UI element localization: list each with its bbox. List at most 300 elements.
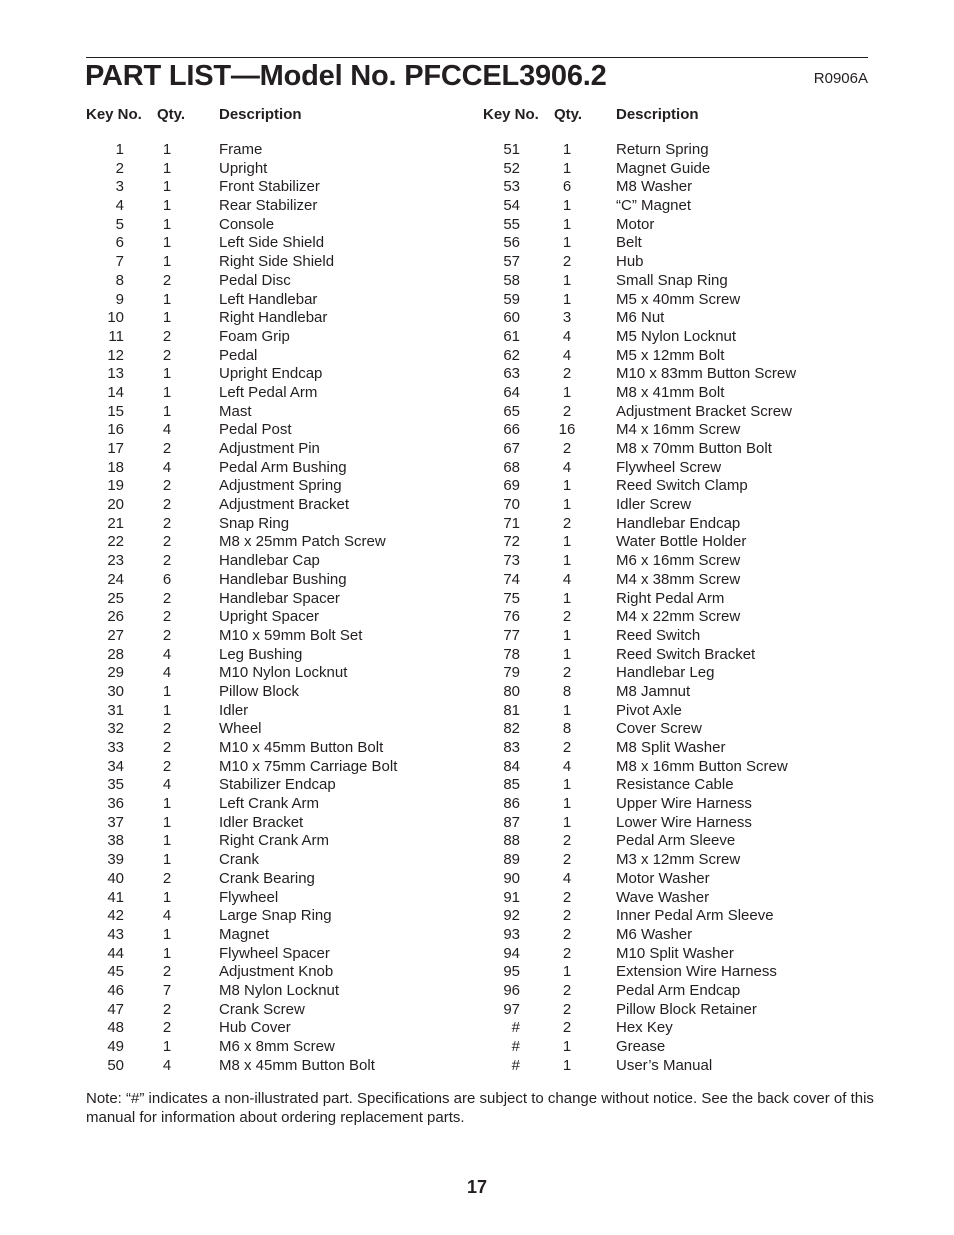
table-row	[86, 1019, 486, 1038]
part-qty: 2	[162, 514, 172, 532]
table-row	[483, 889, 883, 908]
part-description: Return Spring	[616, 141, 709, 158]
part-description: Right Side Shield	[219, 253, 335, 271]
table-row	[86, 590, 486, 609]
part-key-no: 12	[107, 346, 124, 364]
table-row	[483, 515, 883, 534]
table-row	[483, 1057, 883, 1076]
part-qty: 1	[162, 383, 172, 401]
part-key-no: 58	[503, 271, 520, 289]
part-description: Left Side Shield	[219, 234, 325, 252]
table-row	[483, 795, 883, 814]
table-row	[483, 403, 883, 422]
part-description: Right Handlebar	[219, 309, 328, 327]
part-description: M6 x 16mm Screw	[616, 552, 741, 570]
part-qty: 2	[562, 739, 572, 756]
part-description: M10 Split Washer	[616, 944, 734, 962]
part-qty: 2	[562, 608, 572, 626]
table-row	[86, 926, 486, 945]
part-qty: 1	[162, 365, 172, 383]
table-row	[86, 720, 486, 739]
part-qty: 1	[162, 402, 172, 420]
part-description: Console	[219, 215, 275, 233]
part-key-no: 82	[503, 720, 520, 738]
part-description: Crank Bearing	[219, 869, 315, 887]
table-row	[483, 309, 883, 328]
part-description: Pedal Disc	[219, 271, 291, 289]
table-row	[483, 982, 883, 1001]
part-description: M10 x 45mm Button Bolt	[219, 739, 384, 756]
part-key-no: 69	[503, 477, 520, 495]
part-qty: 2	[562, 907, 572, 925]
part-description: Upright Spacer	[219, 608, 320, 626]
part-key-no: 2	[115, 159, 124, 177]
part-key-no: 92	[503, 907, 520, 925]
part-key-no: 47	[107, 1000, 124, 1018]
table-row	[86, 776, 486, 795]
part-qty: 1	[162, 309, 172, 327]
part-key-no: 43	[107, 925, 124, 943]
part-qty: 2	[162, 626, 172, 644]
part-qty: 1	[562, 290, 572, 308]
part-key-no: 85	[503, 776, 520, 794]
part-description: Stabilizer Endcap	[219, 776, 336, 794]
table-row	[483, 216, 883, 235]
part-description: M10 x 83mm Button Screw	[616, 365, 797, 383]
table-row	[483, 459, 883, 478]
table-row	[483, 552, 883, 571]
table-row	[86, 982, 486, 1001]
part-key-no: 64	[503, 383, 520, 401]
part-qty: 2	[562, 253, 572, 271]
part-description: Crank	[219, 851, 260, 869]
table-row	[86, 347, 486, 366]
part-description: Handlebar Cap	[219, 552, 320, 570]
table-row	[86, 365, 486, 384]
part-qty: 1	[562, 215, 572, 233]
part-description: M8 x 41mm Bolt	[616, 383, 725, 401]
table-row	[86, 253, 486, 272]
part-description: M8 x 25mm Patch Screw	[219, 533, 386, 551]
part-description: Handlebar Leg	[616, 664, 715, 682]
part-qty: 1	[562, 795, 572, 813]
part-qty: 1	[162, 253, 172, 271]
part-qty: 4	[162, 1056, 172, 1074]
part-description: Idler Bracket	[219, 813, 304, 831]
part-description: Extension Wire Harness	[616, 963, 777, 981]
part-qty: 4	[562, 327, 572, 345]
part-qty: 1	[162, 141, 172, 158]
footnote: Note: “#” indicates a non-illustrated part. Specifications are subject to change without notice. See the back cover of this manual for information about ordering replacement parts.	[86, 1090, 874, 1126]
part-qty: 1	[562, 234, 572, 252]
part-description: Flywheel Screw	[616, 458, 722, 476]
part-key-no: 44	[107, 944, 124, 962]
page-number: 17	[466, 1177, 488, 1197]
part-description: Idler	[219, 701, 249, 719]
table-row	[483, 646, 883, 665]
document-code: R0906A	[813, 70, 868, 87]
part-description: Motor Washer	[616, 869, 710, 887]
part-description: Upper Wire Harness	[616, 795, 752, 813]
part-key-no: 32	[107, 720, 124, 738]
part-qty: 1	[162, 290, 172, 308]
part-qty: 2	[162, 346, 172, 364]
table-row	[483, 926, 883, 945]
table-row	[483, 720, 883, 739]
part-description: Pedal Arm Endcap	[616, 981, 741, 999]
part-qty: 4	[562, 757, 572, 775]
table-row	[86, 571, 486, 590]
part-qty: 2	[162, 757, 172, 775]
part-description: M10 x 59mm Bolt Set	[219, 626, 363, 644]
table-row	[483, 870, 883, 889]
part-key-no: 95	[503, 963, 520, 981]
part-description: Grease	[616, 1038, 666, 1055]
part-key-no: 93	[503, 925, 520, 943]
part-key-no: 63	[503, 365, 520, 383]
table-row	[483, 627, 883, 646]
part-qty: 1	[562, 645, 572, 663]
table-row	[86, 1001, 486, 1020]
part-qty: 2	[162, 327, 172, 345]
part-key-no: 61	[503, 327, 520, 345]
part-description: Pillow Block Retainer	[616, 1000, 757, 1018]
part-key-no: 62	[503, 346, 520, 364]
part-description: Pedal Arm Sleeve	[616, 832, 736, 850]
part-description: Mast	[219, 402, 252, 420]
table-row	[86, 477, 486, 496]
part-description: Handlebar Endcap	[616, 514, 741, 532]
part-key-no: 18	[107, 458, 124, 476]
part-description: Pillow Block	[219, 682, 300, 700]
part-key-no: 60	[503, 309, 520, 327]
part-description: M3 x 12mm Screw	[616, 851, 741, 869]
table-row	[86, 496, 486, 515]
table-row	[86, 683, 486, 702]
part-key-no: 8	[115, 271, 124, 289]
table-row	[483, 533, 883, 552]
part-qty: 1	[162, 851, 172, 869]
part-key-no: 15	[107, 402, 124, 420]
part-key-no: 17	[107, 440, 124, 457]
part-key-no: 54	[503, 197, 520, 215]
part-key-no: 97	[503, 1000, 520, 1018]
parts-rows-left	[86, 141, 486, 1075]
part-description: Small Snap Ring	[616, 271, 728, 289]
table-row	[483, 739, 883, 758]
part-qty: 1	[562, 141, 572, 158]
part-description: Crank Screw	[219, 1000, 305, 1018]
part-key-no: 6	[115, 234, 124, 252]
part-qty: 2	[562, 440, 572, 457]
header-qty: Qty.	[554, 106, 583, 123]
table-row	[86, 851, 486, 870]
parts-column-left	[86, 105, 486, 1075]
part-qty: 1	[562, 813, 572, 831]
part-description: Pedal Post	[219, 421, 292, 439]
part-qty: 4	[562, 869, 572, 887]
table-row	[483, 683, 883, 702]
part-qty: 1	[562, 626, 572, 644]
part-key-no: 23	[107, 552, 124, 570]
table-row	[483, 907, 883, 926]
part-qty: 2	[562, 365, 572, 383]
part-qty: 1	[162, 682, 172, 700]
part-key-no: 7	[115, 253, 124, 271]
part-qty: 4	[562, 346, 572, 364]
part-key-no: 53	[503, 178, 520, 196]
header-description: Description	[219, 106, 302, 123]
table-row	[483, 141, 883, 160]
part-key-no: 3	[115, 178, 124, 196]
table-row	[483, 832, 883, 851]
part-qty: 4	[562, 570, 572, 588]
part-key-no: 11	[108, 327, 124, 345]
table-row	[86, 234, 486, 253]
part-key-no: 9	[115, 290, 124, 308]
part-description: Magnet Guide	[616, 159, 711, 177]
part-qty: 2	[562, 832, 572, 850]
table-row	[86, 141, 486, 160]
table-row	[483, 496, 883, 515]
table-row	[86, 646, 486, 665]
part-description: Wave Washer	[616, 888, 710, 906]
table-row	[483, 776, 883, 795]
part-qty: 2	[162, 720, 172, 738]
table-row	[86, 197, 486, 216]
part-qty: 1	[562, 963, 572, 981]
part-description: Flywheel Spacer	[219, 944, 330, 962]
part-key-no: 96	[503, 981, 520, 999]
table-row	[86, 1038, 486, 1057]
table-row	[86, 421, 486, 440]
part-description: M8 x 16mm Button Screw	[616, 757, 788, 775]
part-description: Adjustment Knob	[219, 963, 334, 981]
part-qty: 1	[562, 159, 572, 177]
part-key-no: 21	[107, 514, 124, 532]
table-row	[86, 832, 486, 851]
part-qty: 2	[162, 496, 172, 514]
part-qty: 1	[562, 533, 572, 551]
part-qty: 2	[162, 477, 172, 495]
part-key-no: 51	[503, 141, 520, 158]
part-description: M5 Nylon Locknut	[616, 327, 737, 345]
part-qty: 1	[162, 197, 172, 215]
part-qty: 2	[162, 552, 172, 570]
part-description: Motor	[616, 215, 655, 233]
part-description: Left Crank Arm	[219, 795, 320, 813]
page-title: PART LIST—Model No. PFCCEL3906.2	[85, 60, 607, 92]
table-row	[483, 477, 883, 496]
part-description: Left Handlebar	[219, 290, 318, 308]
table-row	[86, 627, 486, 646]
part-qty: 4	[162, 645, 172, 663]
part-key-no: 22	[107, 533, 124, 551]
part-description: Handlebar Bushing	[219, 570, 347, 588]
part-key-no: 77	[503, 626, 520, 644]
part-key-no: 48	[107, 1019, 124, 1037]
part-key-no: 71	[503, 514, 520, 532]
part-qty: 8	[562, 682, 572, 700]
part-description: Reed Switch	[616, 626, 701, 644]
part-key-no: 83	[503, 739, 520, 756]
part-description: User’s Manual	[616, 1056, 713, 1074]
part-qty: 2	[162, 739, 172, 756]
part-qty: 1	[562, 1056, 572, 1074]
part-description: Adjustment Bracket	[219, 496, 350, 514]
part-qty: 2	[562, 402, 572, 420]
part-qty: 1	[162, 944, 172, 962]
part-description: Belt	[616, 234, 642, 252]
table-row	[86, 384, 486, 403]
part-key-no: 39	[107, 851, 124, 869]
part-qty: 1	[562, 197, 572, 215]
part-description: Frame	[219, 141, 263, 158]
part-description: M6 x 8mm Screw	[219, 1038, 335, 1055]
part-description: M4 x 22mm Screw	[616, 608, 741, 626]
part-key-no: 94	[503, 944, 520, 962]
part-key-no: 26	[107, 608, 124, 626]
table-row	[483, 253, 883, 272]
part-description: Right Crank Arm	[219, 832, 330, 850]
part-description: Hex Key	[616, 1019, 673, 1037]
part-qty: 1	[562, 477, 572, 495]
part-qty: 1	[162, 832, 172, 850]
part-qty: 6	[562, 178, 572, 196]
table-row	[483, 590, 883, 609]
table-row	[86, 403, 486, 422]
part-qty: 1	[162, 1038, 172, 1055]
part-key-no: 73	[503, 552, 520, 570]
part-description: Flywheel	[219, 888, 279, 906]
table-row	[483, 814, 883, 833]
part-qty: 1	[562, 589, 572, 607]
part-description: Wheel	[219, 720, 262, 738]
part-key-no: 78	[503, 645, 520, 663]
table-row	[86, 216, 486, 235]
part-description: M5 x 40mm Screw	[616, 290, 741, 308]
part-qty: 2	[562, 514, 572, 532]
part-key-no: 4	[115, 197, 124, 215]
part-qty: 2	[562, 981, 572, 999]
part-key-no: 27	[107, 626, 124, 644]
parts-column-right	[483, 105, 883, 1075]
part-description: Hub	[616, 253, 644, 271]
header-key-no: Key No.	[86, 106, 142, 123]
part-description: Idler Screw	[616, 496, 692, 514]
part-qty: 2	[562, 664, 572, 682]
table-row	[86, 309, 486, 328]
part-description: M10 x 75mm Carriage Bolt	[219, 757, 398, 775]
table-row	[86, 552, 486, 571]
part-key-no: 29	[107, 664, 124, 682]
part-key-no: 40	[107, 869, 124, 887]
part-key-no: 66	[503, 421, 520, 439]
table-row	[86, 440, 486, 459]
part-qty: 1	[162, 159, 172, 177]
part-description: Leg Bushing	[219, 645, 303, 663]
part-qty: 4	[162, 664, 172, 682]
table-row	[86, 907, 486, 926]
table-row	[86, 178, 486, 197]
part-key-no: 59	[503, 290, 520, 308]
table-row	[483, 421, 883, 440]
part-description: Hub Cover	[219, 1019, 291, 1037]
part-description: Reed Switch Clamp	[616, 477, 748, 495]
table-row	[86, 758, 486, 777]
part-description: Foam Grip	[219, 327, 290, 345]
part-key-no: 20	[107, 496, 124, 514]
part-key-no: 52	[503, 159, 520, 177]
column-headers	[483, 105, 883, 125]
part-description: Magnet	[219, 925, 270, 943]
part-description: Rear Stabilizer	[219, 197, 318, 215]
header-qty: Qty.	[157, 106, 186, 123]
part-qty: 1	[162, 215, 172, 233]
part-description: M4 x 38mm Screw	[616, 570, 741, 588]
table-row	[86, 814, 486, 833]
part-qty: 1	[562, 271, 572, 289]
part-key-no: 57	[503, 253, 520, 271]
part-key-no: 10	[107, 309, 124, 327]
part-description: M8 Jamnut	[616, 682, 691, 700]
table-row	[86, 963, 486, 982]
part-key-no: 35	[107, 776, 124, 794]
table-row	[86, 739, 486, 758]
part-description: Water Bottle Holder	[616, 533, 747, 551]
part-qty: 2	[162, 869, 172, 887]
part-key-no: 37	[107, 813, 124, 831]
part-description: M6 Washer	[616, 925, 693, 943]
table-row	[483, 608, 883, 627]
part-qty: 1	[162, 701, 172, 719]
part-key-no: 74	[503, 570, 520, 588]
part-key-no: 41	[107, 888, 124, 906]
part-qty: 8	[562, 720, 572, 738]
part-qty: 2	[562, 1000, 572, 1018]
part-qty: 1	[162, 234, 172, 252]
part-key-no: 72	[503, 533, 520, 551]
part-qty: 1	[162, 813, 172, 831]
table-row	[483, 234, 883, 253]
part-qty: 2	[162, 589, 172, 607]
part-description: Upright Endcap	[219, 365, 323, 383]
part-qty: 1	[162, 925, 172, 943]
part-key-no: 49	[107, 1038, 124, 1055]
part-key-no: 14	[107, 383, 124, 401]
table-row	[483, 178, 883, 197]
part-key-no: 80	[503, 682, 520, 700]
part-description: Reed Switch Bracket	[616, 645, 756, 663]
part-qty: 6	[162, 570, 172, 588]
table-row	[483, 1019, 883, 1038]
header-description: Description	[616, 106, 699, 123]
table-row	[86, 272, 486, 291]
part-key-no: #	[511, 1056, 520, 1074]
part-qty: 2	[562, 1019, 572, 1037]
part-qty: 1	[562, 776, 572, 794]
table-row	[86, 328, 486, 347]
part-key-no: #	[511, 1038, 520, 1055]
table-row	[86, 160, 486, 179]
table-row	[86, 795, 486, 814]
table-row	[86, 515, 486, 534]
part-qty: 3	[562, 309, 572, 327]
table-row	[86, 459, 486, 478]
parts-rows-right	[483, 141, 883, 1075]
part-qty: 2	[162, 440, 172, 457]
table-row	[483, 963, 883, 982]
